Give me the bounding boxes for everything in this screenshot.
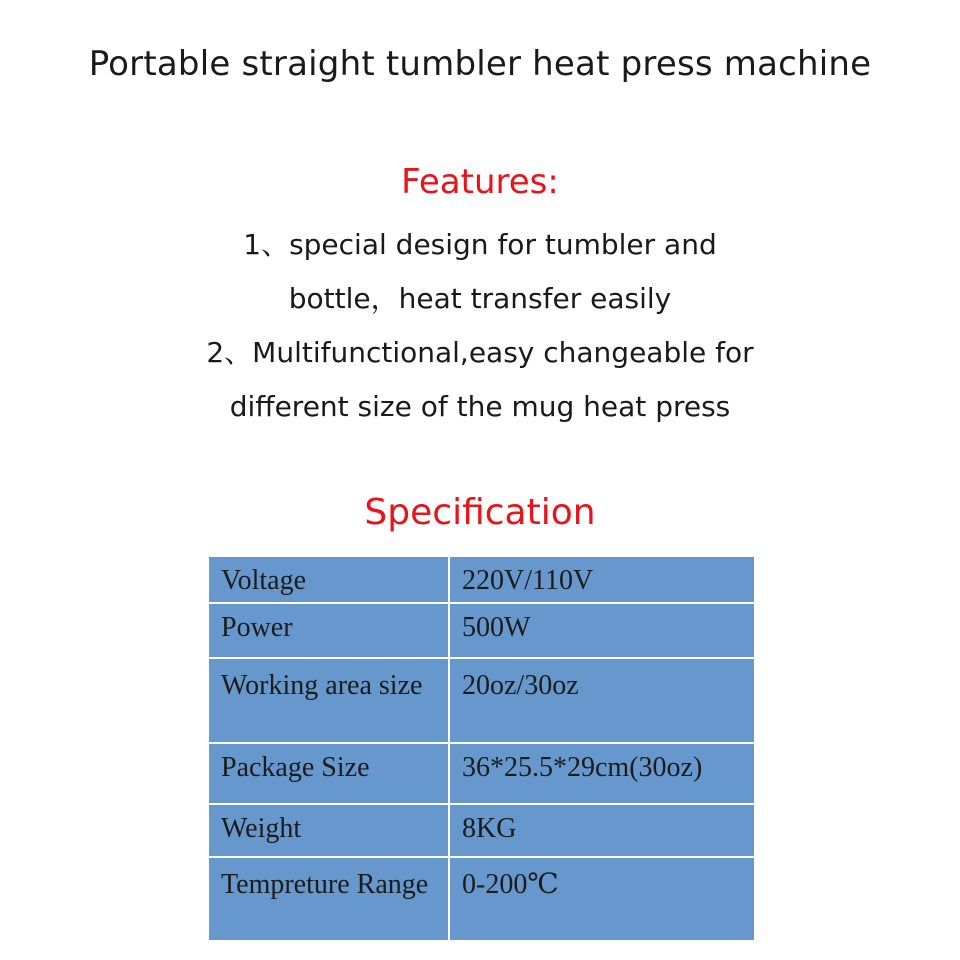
feature-line: 1、special design for tumbler and <box>243 228 717 261</box>
feature-line: bottle，heat transfer easily <box>288 282 672 315</box>
spec-value-voltage: 220V/110V <box>450 557 754 602</box>
spec-value-working-area: 20oz/30oz <box>450 659 754 742</box>
page-title: Portable straight tumbler heat press machine <box>88 44 872 84</box>
spec-value-power: 500W <box>450 604 754 657</box>
spec-value-package-size: 36*25.5*29cm(30oz) <box>450 744 754 803</box>
table-row <box>209 744 754 803</box>
features-list <box>0 218 960 434</box>
spec-label-voltage: Voltage <box>209 557 448 602</box>
spec-value-temperature-range: 0-200℃ <box>450 858 754 940</box>
feature-line: 2、Multifunctional,easy changeable for <box>206 336 754 369</box>
table-row <box>209 604 754 657</box>
specification-heading: Specification <box>364 492 596 533</box>
feature-line: different size of the mug heat press <box>229 390 731 423</box>
spec-value-weight: 8KG <box>450 805 754 856</box>
features-heading: Features: <box>401 162 559 202</box>
table-row <box>209 805 754 856</box>
spec-label-working-area: Working area size <box>209 659 448 742</box>
specification-table <box>207 555 756 942</box>
table-row <box>209 557 754 602</box>
spec-label-power: Power <box>209 604 448 657</box>
spec-label-package-size: Package Size <box>209 744 448 803</box>
spec-label-weight: Weight <box>209 805 448 856</box>
spec-label-temperature-range: Tempreture Range <box>209 858 448 940</box>
table-row <box>209 659 754 742</box>
table-row <box>209 858 754 940</box>
